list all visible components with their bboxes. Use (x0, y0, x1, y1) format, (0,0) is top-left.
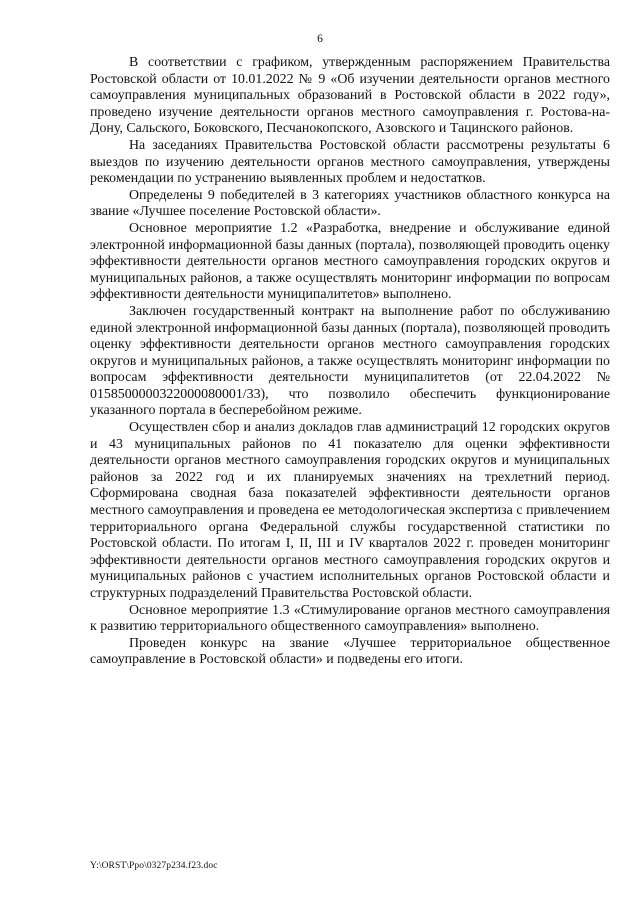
page-number: 6 (317, 33, 323, 45)
document-body (90, 55, 610, 669)
paragraph-government-meetings: На заседаниях Правительства Ростовской области рассмотрены результаты 6 выездов по изучению деятельности органов местного самоуправления, утверждены рекомендации по устранению выявленных проблем и недостатков. (90, 137, 610, 187)
paragraph-state-contract: Заключен государственный контракт на выполнение работ по обслуживанию единой электронной информационной базы данных (портала), позволяющей проводить оценку эффективности деятельности органов местного самоуправления городских округов и муниципальных районов, а также осуществлять мониторинг информации по вопросам эффективности деятельности муниципалитетов (от 22.04.2022 № 0158500000322000080001/33), что позволило обеспечить функционирование указанного портала в бесперебойном режиме. (90, 303, 610, 419)
paragraph-measure-1-3: Основное мероприятие 1.3 «Стимулирование органов местного самоуправления к развитию территориального общественного самоуправления» выполнено. (90, 602, 610, 635)
paragraph-measure-1-2: Основное мероприятие 1.2 «Разработка, внедрение и обслуживание единой электронной информационной базы данных (портала), позволяющей проводить оценку эффективности деятельности органов местного самоуправления городских округов и муниципальных районов, а также осуществлять мониторинг информации по вопросам эффективности деятельности муниципалитетов» выполнено. (90, 220, 610, 303)
footer-file-path: Y:\ORST\Ppo\0327p234.f23.doc (90, 861, 218, 871)
paragraph-reports-analysis: Осуществлен сбор и анализ докладов глав администраций 12 городских округов и 43 муниципальных районов по 41 показателю для оценки эффективности деятельности органов местного самоуправления городских округов и муниципальных районов за 2022 год и их планируемых значениях на трехлетний период. Сформирована сводная база показателей эффективности деятельности органов местного самоуправления и проведена ее методологическая экспертиза с привлечением территориального органа Федеральной службы государственной статистики по Ростовской области. По итогам I, II, III и IV кварталов 2022 г. проведен мониторинг эффективности деятельности органов местного самоуправления городских округов и муниципальных районов с участием исполнительных органов Ростовской области и структурных подразделений Правительства Ростовской области. (90, 420, 610, 601)
paragraph-tos-contest: Проведен конкурс на звание «Лучшее территориальное общественное самоуправление в Ростовской области» и подведены его итоги. (90, 635, 610, 668)
paragraph-schedule-study: В соответствии с графиком, утвержденным распоряжением Правительства Ростовской области от 10.01.2022 № 9 «Об изучении деятельности органов местного самоуправления муниципальных образований в Ростовской области в 2022 году», проведено изучение деятельности органов местного самоуправления г. Ростова-на-Дону, Сальского, Боковского, Песчанокопского, Азовского и Тацинского районов. (90, 55, 610, 137)
paragraph-contest-winners: Определены 9 победителей в 3 категориях участников областного конкурса на звание «Лучшее поселение Ростовской области». (90, 187, 610, 220)
